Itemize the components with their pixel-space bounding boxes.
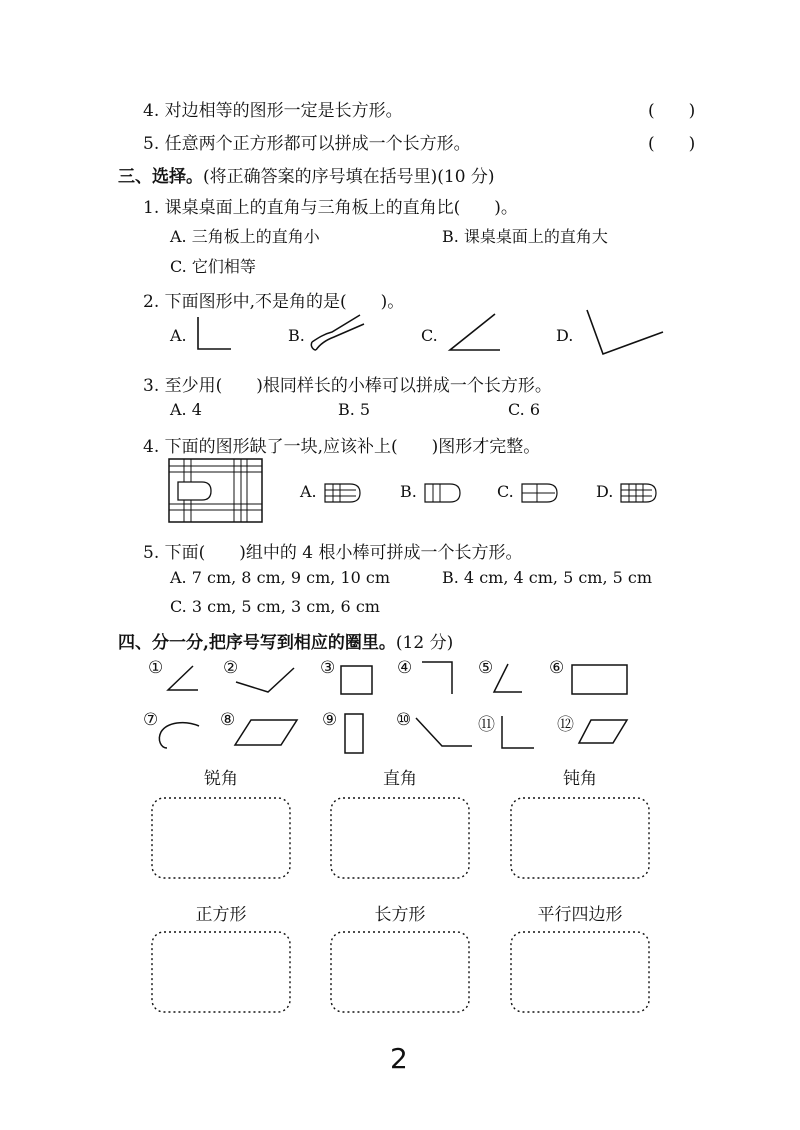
piece-b-icon (424, 482, 464, 504)
box-label-square: 正方形 (195, 905, 247, 925)
figure-number: ⑩ (396, 710, 412, 730)
tf-question-4: 4. 对边相等的图形一定是长方形。 (143, 101, 403, 121)
section-3-title: 三、选择。 (118, 167, 203, 187)
choice-2-option-a[interactable]: A. (170, 326, 187, 345)
choice-2-option-b[interactable]: B. (288, 326, 305, 345)
choice-4-option-c[interactable]: C. (497, 482, 514, 501)
choice-question-2: 2. 下面图形中,不是角的是( )。 (143, 292, 405, 312)
piece-a-icon (324, 482, 364, 504)
choice-2-option-c[interactable]: C. (421, 326, 438, 345)
figure-3-square-icon (339, 664, 375, 696)
box-label-rectangle: 长方形 (374, 905, 426, 925)
figure-8-parallelogram-icon (233, 718, 299, 748)
box-label-obtuse-angle: 钝角 (563, 769, 597, 789)
figure-number: ④ (397, 658, 413, 678)
figure-number: ⑤ (478, 658, 494, 678)
figure-2-obtuse-angle-icon (234, 664, 296, 694)
choice-1-option-a[interactable]: A. 三角板上的直角小 (170, 227, 320, 246)
answer-box-parallelogram[interactable] (509, 930, 651, 1014)
page-number: 2 (390, 1042, 408, 1075)
choice-5-option-c[interactable]: C. 3 cm, 5 cm, 3 cm, 6 cm (170, 597, 380, 616)
choice-2-option-d[interactable]: D. (556, 326, 574, 345)
tf-answer-paren-5[interactable]: ( ) (648, 134, 696, 154)
section-3-heading (118, 162, 495, 187)
figure-number: ⑨ (322, 710, 338, 730)
answer-box-rectangle[interactable] (329, 930, 471, 1014)
choice-4-option-a[interactable]: A. (300, 482, 317, 501)
choice-5-option-b[interactable]: B. 4 cm, 4 cm, 5 cm, 5 cm (442, 568, 653, 587)
incomplete-grid-figure-icon (168, 458, 264, 524)
answer-box-square[interactable] (150, 930, 292, 1014)
figure-number: ① (148, 658, 164, 678)
figure-5-acute-angle-icon (490, 662, 526, 696)
figure-4-right-angle-icon (420, 660, 456, 698)
figure-11-right-angle-icon (498, 714, 538, 752)
right-angle-figure-icon (195, 315, 235, 355)
box-label-right-angle: 直角 (383, 769, 417, 789)
curved-figure-icon (310, 312, 370, 352)
choice-question-5: 5. 下面( )组中的 4 根小棒可拼成一个长方形。 (143, 543, 523, 563)
piece-c-icon (521, 482, 561, 504)
answer-box-acute-angle[interactable] (150, 796, 292, 880)
choice-question-1: 1. 课桌桌面上的直角与三角板上的直角比( )。 (143, 198, 518, 218)
figure-6-rectangle-icon (570, 663, 630, 697)
figure-number: ⑪ (478, 715, 495, 735)
choice-question-4: 4. 下面的图形缺了一块,应该补上( )图形才完整。 (143, 437, 541, 457)
figure-number: ⑦ (143, 710, 159, 730)
answer-box-right-angle[interactable] (329, 796, 471, 880)
choice-question-3: 3. 至少用( )根同样长的小棒可以拼成一个长方形。 (143, 376, 552, 396)
section-3-note: (将正确答案的序号填在括号里)(10 分) (203, 167, 495, 187)
box-label-parallelogram: 平行四边形 (537, 905, 623, 925)
section-4-title: 四、分一分,把序号写到相应的圈里。 (118, 633, 396, 653)
figure-10-obtuse-angle-icon (414, 716, 474, 750)
choice-3-option-c[interactable]: C. 6 (508, 400, 541, 419)
acute-angle-figure-icon (445, 312, 505, 354)
figure-7-curve-icon (155, 718, 205, 752)
choice-1-option-b[interactable]: B. 课桌桌面上的直角大 (442, 227, 608, 246)
piece-d-icon (620, 482, 664, 506)
section-4-note: (12 分) (395, 633, 454, 653)
choice-4-option-d[interactable]: D. (596, 482, 614, 501)
section-4-heading (118, 628, 453, 653)
tf-question-5: 5. 任意两个正方形都可以拼成一个长方形。 (143, 134, 471, 154)
figure-number: ③ (320, 658, 336, 678)
choice-4-option-b[interactable]: B. (400, 482, 417, 501)
figure-12-parallelogram-icon (577, 718, 629, 746)
figure-number: ② (223, 658, 239, 678)
choice-5-option-a[interactable]: A. 7 cm, 8 cm, 9 cm, 10 cm (170, 568, 391, 587)
figure-1-acute-angle-icon (165, 664, 201, 694)
box-label-acute-angle: 锐角 (204, 769, 238, 789)
choice-1-option-c[interactable]: C. 它们相等 (170, 257, 256, 276)
answer-box-obtuse-angle[interactable] (509, 796, 651, 880)
choice-3-option-b[interactable]: B. 5 (338, 400, 371, 419)
choice-3-option-a[interactable]: A. 4 (170, 400, 202, 419)
tf-answer-paren-4[interactable]: ( ) (648, 101, 696, 121)
figure-number: ⑥ (549, 658, 565, 678)
figure-number: ⑧ (220, 710, 236, 730)
figure-number: ⑫ (557, 715, 574, 735)
obtuse-angle-figure-icon (585, 308, 665, 358)
figure-9-rectangle-icon (343, 712, 367, 756)
